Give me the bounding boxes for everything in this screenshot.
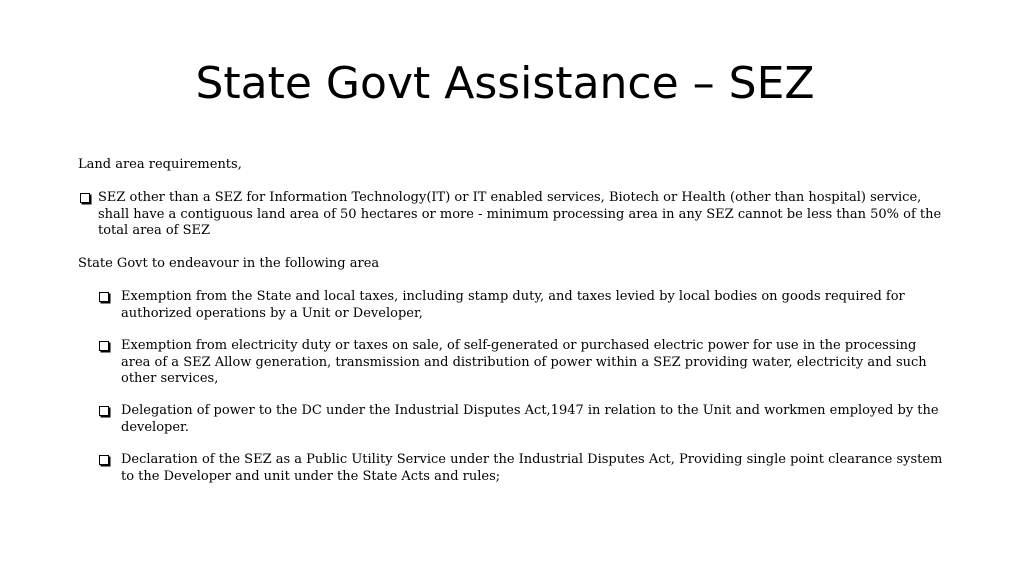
sub-bullet [99,289,947,322]
sub-bullet-text: Exemption from the State and local taxes, including stamp duty, and taxes levied by local bodies on goods required for authorized operations by a Unit or Developer, [121,289,905,321]
checkbox-bullet-icon [99,292,109,302]
sub-bullet [99,338,947,388]
checkbox-bullet-icon [80,193,90,203]
sub-bullet-text: Exemption from electricity duty or taxes on sale, of self-generated or purchased electric power for use in the processing area of a SEZ Allow generation, transmission and distribution of power within a SEZ providing water, electricity and such other services, [121,338,927,386]
checkbox-bullet-icon [99,341,109,351]
main-bullet [80,190,948,240]
main-bullet-text: SEZ other than a SEZ for Information Technology(IT) or IT enabled services, Biotech or Health (other than hospital) service, shall have a contiguous land area of 50 hectares or more - minimum processing area in any SEZ cannot be less than 50% of the total area of SEZ [98,190,942,238]
checkbox-bullet-icon [99,455,109,465]
checkbox-bullet-icon [99,406,109,416]
sub-bullet-text: Delegation of power to the DC under the Industrial Disputes Act,1947 in relation to the Unit and workmen employed by the developer. [121,403,939,435]
intro-text: Land area requirements, [78,157,242,172]
section-heading: State Govt to endeavour in the following area [78,256,380,271]
sub-bullet-text: Declaration of the SEZ as a Public Utility Service under the Industrial Disputes Act, Providing single point clearance system to the Developer and unit under the State Acts and rules; [121,452,943,484]
sub-bullet [99,403,947,436]
slide-title: State Govt Assistance – SEZ [195,58,815,109]
sub-bullet [99,452,947,485]
